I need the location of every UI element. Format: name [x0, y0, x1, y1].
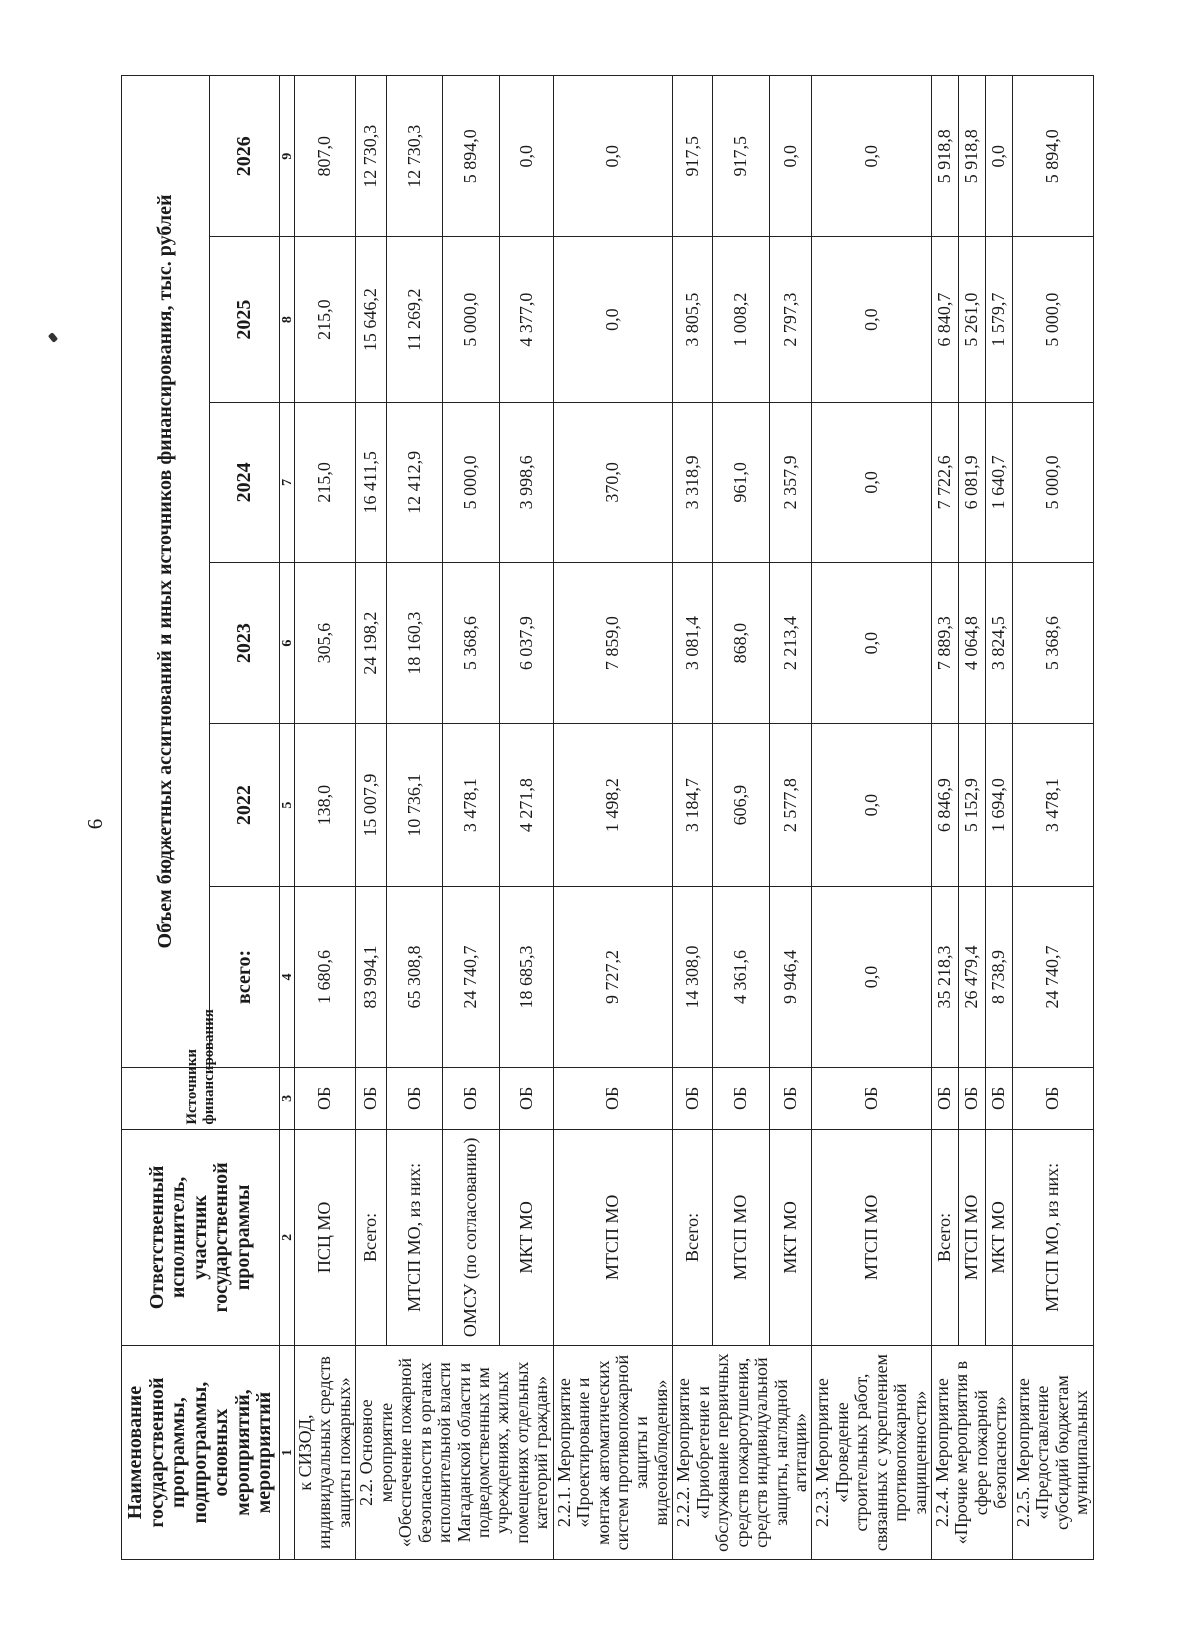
row-value: 2 213,4: [769, 562, 812, 723]
row-source: ОБ: [553, 1068, 673, 1130]
row-value: 215,0: [295, 237, 356, 402]
table-row: [499, 76, 553, 1560]
row-value: 0,0: [812, 724, 932, 887]
row-value: 0,0: [812, 402, 932, 562]
column-number: 6: [280, 562, 295, 723]
financing-table: [121, 75, 1094, 1560]
row-value: 5 918,8: [932, 76, 959, 238]
row-value: 24 740,7: [443, 886, 500, 1067]
row-value: 2 357,9: [769, 402, 812, 562]
row-value: 83 994,1: [356, 886, 386, 1067]
row-name: 2.2.5. Мероприятие «Предоставление субсидий бюджетам муниципальных: [1012, 1346, 1093, 1560]
table-row: [932, 76, 959, 1560]
row-value: 7 722,6: [932, 402, 959, 562]
row-value: 3 478,1: [443, 724, 500, 887]
header-total: всего:: [210, 886, 280, 1067]
row-name: 2.2. Основное мероприятие «Обеспечение пожарной безопасности в органах исполнительной власти Магаданской области и подведомственных им учреждениях, жилых помещениях отдельных категорий граждан»: [356, 1346, 553, 1560]
row-value: 12 730,3: [386, 76, 443, 238]
table-row: [713, 76, 769, 1560]
row-value: 0,0: [553, 237, 673, 402]
row-value: 868,0: [713, 562, 769, 723]
table-row: [1012, 76, 1093, 1560]
row-executor: Всего:: [673, 1129, 713, 1345]
row-value: 215,0: [295, 402, 356, 562]
table-row: [958, 76, 985, 1560]
row-value: 370,0: [553, 402, 673, 562]
column-number: 1: [280, 1346, 295, 1560]
row-name: к СИЗОД, индивидуальных средств защиты пожарных»: [295, 1346, 356, 1560]
table-row: [386, 76, 443, 1560]
row-value: 138,0: [295, 724, 356, 887]
row-executor: МТСП МО: [713, 1129, 769, 1345]
row-value: 5 000,0: [443, 237, 500, 402]
table-row: [812, 76, 932, 1560]
row-executor: МТСП МО: [553, 1129, 673, 1345]
row-source: ОБ: [673, 1068, 713, 1130]
row-name: 2.2.4. Мероприятие «Прочие мероприятия в сфере пожарной безопасности»: [932, 1346, 1013, 1560]
row-value: 4 271,8: [499, 724, 553, 887]
row-value: 3 824,5: [985, 562, 1012, 723]
row-value: 606,9: [713, 724, 769, 887]
row-value: 4 064,8: [958, 562, 985, 723]
row-value: 24 198,2: [356, 562, 386, 723]
row-executor: Всего:: [356, 1129, 386, 1345]
row-value: 6 081,9: [958, 402, 985, 562]
row-value: 9 727,2: [553, 886, 673, 1067]
row-value: 6 840,7: [932, 237, 959, 402]
header-name: Наименование государственной программы, подпрограммы, основных мероприятий, мероприятий: [122, 1346, 280, 1560]
table-row: [985, 76, 1012, 1560]
column-number: 3: [280, 1068, 295, 1130]
row-executor: ОМСУ (по согласованию): [443, 1129, 500, 1345]
row-executor: Всего:: [932, 1129, 959, 1345]
row-value: 961,0: [713, 402, 769, 562]
row-executor: МТСП МО: [958, 1129, 985, 1345]
row-value: 7 889,3: [932, 562, 959, 723]
row-value: 18 685,3: [499, 886, 553, 1067]
row-value: 3 184,7: [673, 724, 713, 887]
row-value: 0,0: [499, 76, 553, 238]
row-value: 5 894,0: [1012, 76, 1093, 238]
row-source: ОБ: [769, 1068, 812, 1130]
table-body: [295, 76, 1094, 1560]
table-row: [295, 76, 356, 1560]
header-year: 2022: [210, 724, 280, 887]
row-executor: МТСП МО: [812, 1129, 932, 1345]
row-source: ОБ: [356, 1068, 386, 1130]
row-source: ОБ: [812, 1068, 932, 1130]
row-value: 12 730,3: [356, 76, 386, 238]
row-value: 1 579,7: [985, 237, 1012, 402]
row-value: 5 000,0: [1012, 237, 1093, 402]
row-executor: МТСП МО, из них:: [386, 1129, 443, 1345]
header-source: Источники финансирования: [122, 1068, 280, 1130]
row-value: 3 478,1: [1012, 724, 1093, 887]
row-executor: МКТ МО: [985, 1129, 1012, 1345]
row-value: 11 269,2: [386, 237, 443, 402]
row-value: 3 805,5: [673, 237, 713, 402]
row-value: 0,0: [812, 76, 932, 238]
row-value: 15 646,2: [356, 237, 386, 402]
row-value: 0,0: [769, 76, 812, 238]
row-value: 5 152,9: [958, 724, 985, 887]
row-name: 2.2.1. Мероприятие «Проектирование и монтаж автоматических систем противопожарной защиты и видеонаблюдения»: [553, 1346, 673, 1560]
row-executor: МКТ МО: [769, 1129, 812, 1345]
row-executor: ПСЦ МО: [295, 1129, 356, 1345]
column-number: 9: [280, 76, 295, 238]
row-value: 65 308,8: [386, 886, 443, 1067]
row-value: 1 640,7: [985, 402, 1012, 562]
row-value: 2 797,3: [769, 237, 812, 402]
row-source: ОБ: [1012, 1068, 1093, 1130]
row-value: 12 412,9: [386, 402, 443, 562]
row-value: 5 261,0: [958, 237, 985, 402]
column-number: 4: [280, 886, 295, 1067]
row-source: ОБ: [713, 1068, 769, 1130]
rotated-table-container: [121, 75, 1092, 1560]
row-value: 5 368,6: [1012, 562, 1093, 723]
row-source: ОБ: [295, 1068, 356, 1130]
row-source: ОБ: [932, 1068, 959, 1130]
column-number: 8: [280, 237, 295, 402]
scan-speck: [48, 332, 58, 343]
row-value: 3 318,9: [673, 402, 713, 562]
row-value: 0,0: [812, 562, 932, 723]
row-source: ОБ: [386, 1068, 443, 1130]
row-value: 15 007,9: [356, 724, 386, 887]
row-value: 807,0: [295, 76, 356, 238]
row-value: 3 081,4: [673, 562, 713, 723]
header-year: 2025: [210, 237, 280, 402]
row-value: 14 308,0: [673, 886, 713, 1067]
row-value: 4 377,0: [499, 237, 553, 402]
header-executor: Ответственный исполнитель, участник государственной программы: [122, 1129, 280, 1345]
row-value: 6 846,9: [932, 724, 959, 887]
row-value: 6 037,9: [499, 562, 553, 723]
row-value: 5 894,0: [443, 76, 500, 238]
row-value: 1 680,6: [295, 886, 356, 1067]
row-name: 2.2.3. Мероприятие «Проведение строительных работ, связанных с укреплением противопожарной защищенности»: [812, 1346, 932, 1560]
header-year: 2024: [210, 402, 280, 562]
row-value: 8 738,9: [985, 886, 1012, 1067]
row-source: ОБ: [985, 1068, 1012, 1130]
row-source: ОБ: [958, 1068, 985, 1130]
table-row: [673, 76, 713, 1560]
column-number: 5: [280, 724, 295, 887]
row-value: 5 918,8: [958, 76, 985, 238]
row-name: 2.2.2. Мероприятие «Приобретение и обслуживание первичных средств пожаротушения, средств индивидуальной защиты, наглядной агитации»: [673, 1346, 812, 1560]
row-source: ОБ: [443, 1068, 500, 1130]
column-number: 2: [280, 1129, 295, 1345]
row-value: 5 368,6: [443, 562, 500, 723]
header-year: 2023: [210, 562, 280, 723]
row-value: 917,5: [713, 76, 769, 238]
row-value: 0,0: [812, 237, 932, 402]
table-row: [769, 76, 812, 1560]
row-value: 9 946,4: [769, 886, 812, 1067]
row-value: 5 000,0: [1012, 402, 1093, 562]
row-executor: МТСП МО, из них:: [1012, 1129, 1093, 1345]
row-value: 0,0: [553, 76, 673, 238]
header-amount: Объем бюджетных ассигнований и иных источников финансирования, тыс. рублей: [122, 76, 210, 1068]
row-value: 16 411,5: [356, 402, 386, 562]
row-value: 4 361,6: [713, 886, 769, 1067]
row-value: 1 008,2: [713, 237, 769, 402]
row-value: 2 577,8: [769, 724, 812, 887]
header-year: 2026: [210, 76, 280, 238]
row-value: 24 740,7: [1012, 886, 1093, 1067]
row-value: 0,0: [985, 76, 1012, 238]
table-row: [356, 76, 386, 1560]
page-number: 6: [83, 818, 107, 830]
row-value: 5 000,0: [443, 402, 500, 562]
row-value: 10 736,1: [386, 724, 443, 887]
row-value: 35 218,3: [932, 886, 959, 1067]
row-value: 26 479,4: [958, 886, 985, 1067]
row-value: 7 859,0: [553, 562, 673, 723]
table-row: [443, 76, 500, 1560]
column-number: 7: [280, 402, 295, 562]
row-value: 1 498,2: [553, 724, 673, 887]
row-value: 917,5: [673, 76, 713, 238]
row-value: 3 998,6: [499, 402, 553, 562]
row-value: 1 694,0: [985, 724, 1012, 887]
row-executor: МКТ МО: [499, 1129, 553, 1345]
table-row: [553, 76, 673, 1560]
row-source: ОБ: [499, 1068, 553, 1130]
row-value: 305,6: [295, 562, 356, 723]
row-value: 18 160,3: [386, 562, 443, 723]
row-value: 0,0: [812, 886, 932, 1067]
